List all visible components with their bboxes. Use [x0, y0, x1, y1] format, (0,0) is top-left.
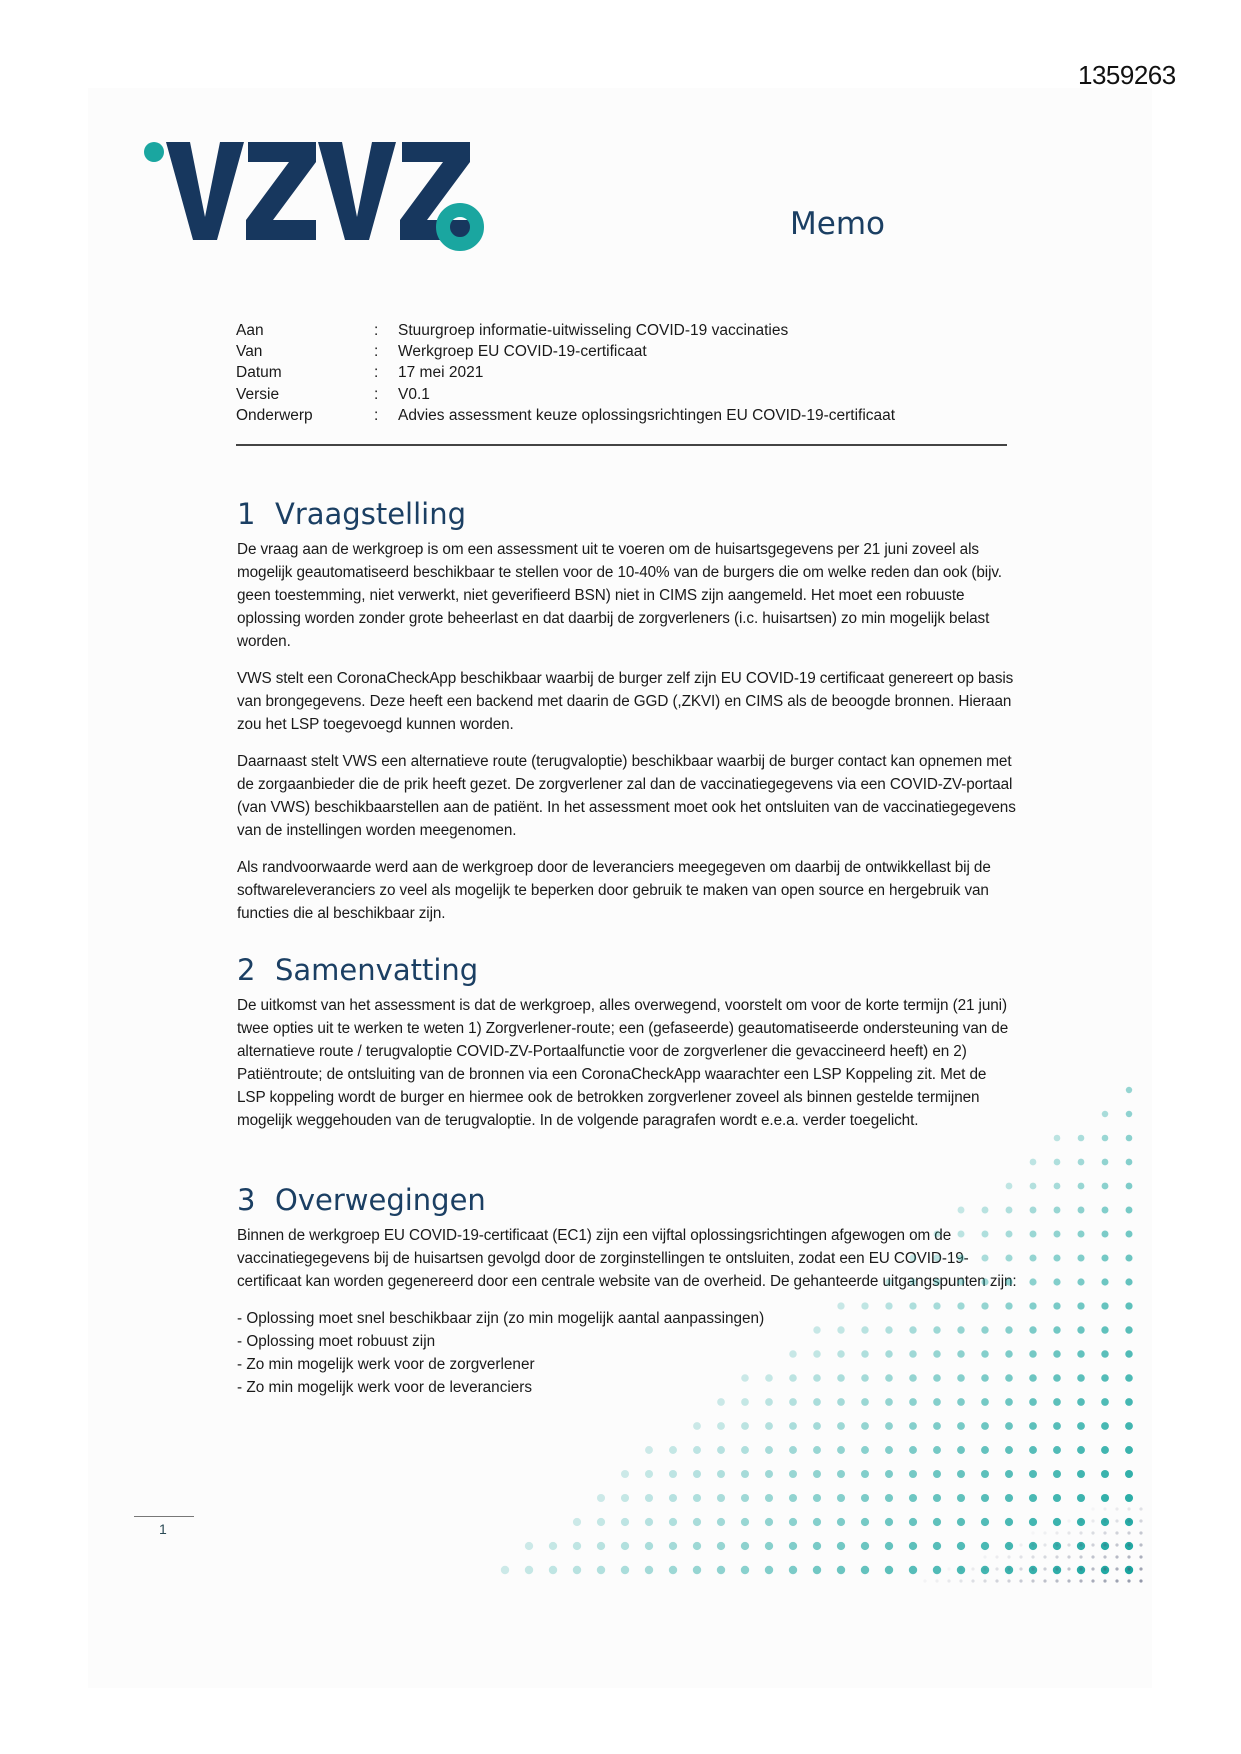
section-title: Vraagstelling	[275, 497, 466, 531]
meta-value: Werkgroep EU COVID-19-certificaat	[398, 343, 647, 361]
section-number: 1	[237, 497, 256, 531]
document-id: 1359263	[1078, 60, 1176, 90]
meta-value: Stuurgroep informatie-uitwisseling COVID-19 vaccinaties	[398, 322, 789, 339]
meta-value: 17 mei 2021	[398, 364, 484, 382]
list-item: - Oplossing moet robuust zijn	[237, 1333, 436, 1350]
section-title: Samenvatting	[275, 953, 479, 987]
meta-colon: :	[374, 406, 379, 424]
meta-label: Versie	[236, 385, 280, 403]
section-overwegingen	[237, 1180, 1017, 1399]
section-title: Overwegingen	[275, 1183, 486, 1217]
footer-divider	[134, 1516, 194, 1517]
section-heading	[237, 1180, 1017, 1220]
vzvz-logo-icon	[140, 135, 490, 260]
meta-colon: :	[374, 343, 379, 361]
meta-colon: :	[374, 364, 379, 382]
meta-value: V0.1	[398, 385, 430, 403]
meta-label: Van	[236, 343, 263, 361]
list-item: - Zo min mogelijk werk voor de zorgverlener	[237, 1356, 535, 1373]
paragraph: Als randvoorwaarde werd aan de werkgroep door de leveranciers meegegeven om daarbij de ontwikkellast bij de softwareleveranciers zo veel als mogelijk te beperken door gebruik te maken van open source en hergebruik van functies die al beschikbaar zijn.	[237, 859, 991, 922]
list-item: - Oplossing moet snel beschikbaar zijn (zo min mogelijk aantal aanpassingen)	[237, 1310, 765, 1327]
section-vraagstelling	[237, 494, 1017, 939]
paragraph: De vraag aan de werkgroep is om een assessment uit te voeren om de huisartsgegevens per 21 juni zoveel als mogelijk geautomatiseerd beschikbaar te stellen voor de 10-40% van de burgers die om welke reden dan ook (bijv. geen toestemming, niet verwerkt, niet geverifieerd BSN) niet in CIMS zijn aangemeld. Het moet een robuuste oplossing worden zonder grote beheerlast en dat daarbij de zorgverleners (i.c. huisartsen) zo min mogelijk belast worden.	[237, 541, 1002, 650]
meta-label: Datum	[236, 364, 282, 382]
section-samenvatting	[237, 950, 1017, 1146]
paragraph: Binnen de werkgroep EU COVID-19-certificaat (EC1) zijn een vijftal oplossingsrichtingen afgewogen om de vaccinatiegegevens bij de huisartsen gevolgd door de zorginstellingen te ontsluiten, zodat een EU COVID-19-certificaat kan worden gegenereerd door een centrale website van de overheid. De gehanteerde uitgangspunten zijn:	[237, 1227, 1017, 1290]
list-item: - Zo min mogelijk werk voor de leveranciers	[237, 1379, 532, 1396]
paragraph: De uitkomst van het assessment is dat de werkgroep, alles overwegend, voorstelt om voor de korte termijn (21 juni) twee opties uit te werken te weten 1) Zorgverlener-route; een (gefaseerde) geautomatiseerde ondersteuning van de alternatieve route / terugvaloptie COVID-ZV-Portaalfunctie voor de zorgverlener die gevaccineerd heeft) en 2) Patiëntroute; de ontsluiting van de bronnen via een CoronaCheckApp waarachter een LSP Koppeling zit. Met de LSP koppeling wordt de burger en hiermee ook de betrokken zorgverlener zoveel als binnen gestelde termijnen mogelijk weggehouden van de terugvaloptie. In de volgende paragrafen wordt e.e.a. verder toegelicht.	[237, 997, 1009, 1129]
meta-label: Onderwerp	[236, 406, 313, 424]
paragraph: Daarnaast stelt VWS een alternatieve route (terugvaloptie) beschikbaar waarbij de burger contact kan opnemen met de zorgaanbieder die de prik heeft gezet. De zorgverlener zal dan de vaccinatiegegevens via een COVID-ZV-portaal (van VWS) beschikbaarstellen aan de patiënt. In het assessment moet ook het ontsluiten van de vaccinatiegegevens van de instellingen worden meegenomen.	[237, 753, 1016, 839]
meta-value: Advies assessment keuze oplossingsrichtingen EU COVID-19-certificaat	[398, 406, 896, 424]
section-number: 3	[237, 1183, 256, 1217]
section-number: 2	[237, 953, 256, 987]
bullet-list	[237, 1307, 1017, 1399]
meta-colon: :	[374, 385, 379, 403]
meta-divider	[236, 444, 1007, 446]
paragraph: VWS stelt een CoronaCheckApp beschikbaar waarbij de burger zelf zijn EU COVID-19 certificaat genereert op basis van brongegevens. Deze heeft een backend met daarin de GGD (,ZKVI) en CIMS als de beoogde bronnen. Hieraan zou het LSP toegevoegd kunnen worden.	[237, 670, 1014, 733]
section-heading	[237, 494, 1017, 534]
meta-colon: :	[374, 322, 379, 339]
document-type-title: Memo	[790, 206, 885, 242]
meta-label: Aan	[236, 322, 264, 339]
page-number: 1	[159, 1521, 167, 1537]
section-heading	[237, 950, 1017, 990]
vzvz-logo	[140, 135, 490, 260]
